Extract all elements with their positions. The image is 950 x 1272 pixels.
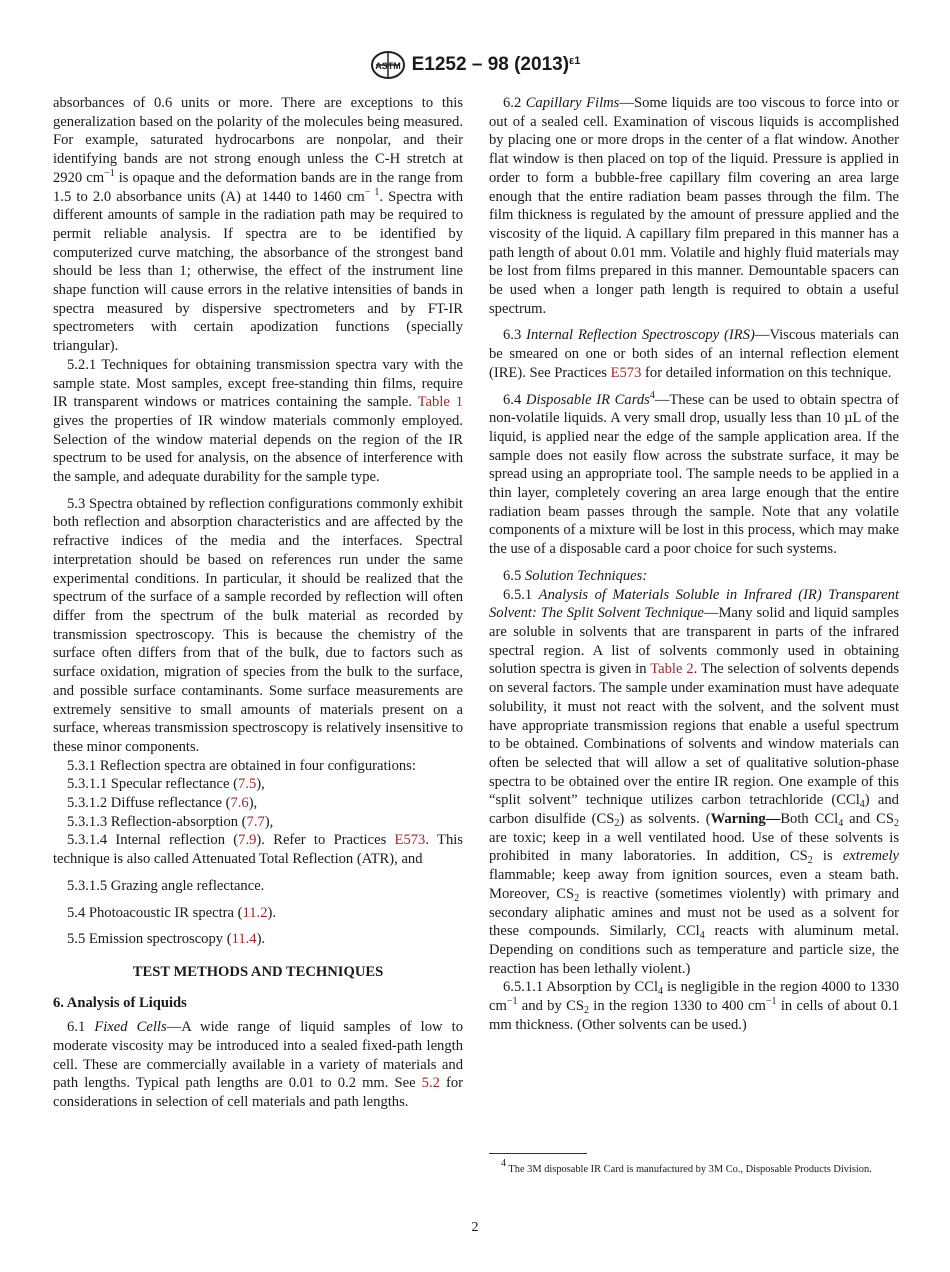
- link-e573[interactable]: E573: [610, 364, 642, 381]
- paragraph-6-1: 6.1 Fixed Cells—A wide range of liquid samples of low to moderate viscosity may be introduced into a sealed fixed-path length cell. These are commercially available in a variety of materials and path lengths. Typical path lengths are 0.01 to 0.2 mm. See 5.2 for considerations in selection of cell materials and path lengths.: [53, 1019, 464, 1111]
- paragraph-5-2-1: 5.2.1 Techniques for obtaining transmission spectra vary with the sample state. Most samples, except free-standing thin films, require IR transparent windows or matrices containing the sample. Table 1 gives the properties of IR window materials commonly employed. Selection of the window material depends on the region of the IR spectrum to be used for analysis, on the absence of interference with the sample, and adequate durability for the sample type.: [53, 356, 464, 486]
- paragraph-5-3-1-4: 5.3.1.4 Internal reflection (7.9). Refer to Practices E573. This technique is also called Attenuated Total Reflection (ATR), and: [53, 832, 463, 868]
- link-5-2[interactable]: 5.2: [421, 1075, 440, 1092]
- link-e573[interactable]: E573: [394, 832, 426, 849]
- link-table-1[interactable]: Table 1: [417, 394, 464, 411]
- link-table-2[interactable]: Table 2: [650, 661, 694, 678]
- heading-test-methods: TEST METHODS AND TECHNIQUES: [132, 963, 384, 980]
- paragraph-5-3-1-2: 5.3.1.2 Diffuse reflectance (7.6),: [67, 795, 258, 812]
- link-7-6[interactable]: 7.6: [230, 795, 249, 812]
- paragraph-5-3-1-5: 5.3.1.5 Grazing angle reflectance.: [67, 877, 265, 894]
- paragraph-5-2-continued: absorbances of 0.6 units or more. There are exceptions to this generalization based on the polarity of the molecules being measured. For example, saturated hydrocarbons are nonpolar, and their identifying bands are not strong enough unless the C-H stretch at 2920 $cm^{-1}$ is opaque and the deformation bands are in the range from 1.5 to 2.0 absorbance units (A) at 1440 to 1460 $cm^{- 1}$. Spectra with different amounts of sample in the radiation path may be required to permit reliable analysis. If spectra are to be identified by computerized curve matching, the absorbance of the strongest band should be less than 1; otherwise, the effect of the instrument line shape function will cause errors in the relative intensities of bands in spectra measured by dispersive spectrometers and by FT-IR spectrometers with certain apodization functions (specially triangular).: [53, 95, 464, 355]
- astm-logo-icon: [370, 50, 406, 80]
- paragraph-6-3: 6.3 Internal Reflection Spectroscopy (IRS)—Viscous materials can be smeared on one or both sides of an internal reflection element (IRE). See Practices E573 for detailed information on this technique.: [489, 327, 899, 381]
- footnote-4: $^4$ The 3M disposable IR Card is manufactured by 3M Co., Disposable Products Division.: [501, 1158, 872, 1175]
- paragraph-6-5: 6.5 Solution Techniques:: [503, 567, 648, 584]
- footnote-ref-4[interactable]: 4: [649, 389, 655, 401]
- link-7-9[interactable]: 7.9: [238, 832, 257, 849]
- paragraph-5-3-1-3: 5.3.1.3 Reflection-absorption (7.7),: [67, 813, 274, 830]
- right-column: [489, 94, 899, 1034]
- paragraph-5-3: 5.3 Spectra obtained by reflection configurations commonly exhibit both reflection and absorption characteristics and are affected by the refractive indices of the media and the interfaces. Spectral interpretation should be based on references run under the same experimental conditions. In particular, it should be realized that the spectrum of the surface of a sample recorded by reflection will often differ from the spectrum of the bulk material as recorded by transmission spectroscopy. This is because the chemistry of the surface often differs from that of the bulk, due to factors such as surface oxidation, migration of species from the bulk to the surface, and possible surface contaminants. Some surface measurements are extremely sensitive to small amounts of materials present on a surface, whereas transmission spectroscopy is relatively insensitive to these minor components.: [53, 495, 463, 755]
- paragraph-6-5-1-1: 6.5.1.1 Absorption by CCl$_4$ is negligible in the region 4000 to 1330 $cm^{-1}$ and by $CS_2$ in the region 1330 to 400 $cm^{-1}$ in cells of about 0.1 mm thickness. (Other solvents can be used.): [489, 979, 899, 1033]
- link-11-2[interactable]: 11.2: [242, 904, 268, 921]
- standard-designation: E1252 – 98 $(2013)^{\varepsilon 1}$: [411, 54, 581, 75]
- paragraph-5-4: 5.4 Photoacoustic IR spectra (11.2).: [67, 904, 277, 921]
- paragraph-5-5: 5.5 Emission spectroscopy (11.4).: [67, 931, 266, 948]
- page-header: [0, 50, 950, 85]
- heading-section-6: 6. Analysis of Liquids: [53, 994, 187, 1011]
- paragraph-6-5-1: 6.5.1 Analysis of Materials Soluble in Infrared (IR) Transparent Solvent: The Split Solvent Technique—Many solid and liquid samples are soluble in solvents that are transparent in parts of the infrared spectral region. A list of solvents commonly used in obtaining solution spectra is given in Table 2. The selection of solvents depends on several factors. The sample under examination must have adequate solubility, it must not react with the solvent, and the solvent must have appropriate transmission regions that enable a useful spectrum to be obtained. Combinations of solvents and window materials can often be selected that will allow a set of qualitative solution-phase spectra to be obtained over the entire IR region. One example of this “split solvent” technique utilizes carbon tetrachloride (CCl$_4$) and carbon disulfide $(CS_2)$ as solvents. (Warning—Both CCl$_4$ and $CS_2$ are toxic; keep in a well ventilated hood. Use of these solvents is prohibited in many laboratories. In addition, $CS_2$ is extremely flammable; keep away from ignition sources, even a steam bath. Moreover, $CS_2$ is reactive (sometimes violently) with primary and secondary aliphatic amines and must not be used as a solvent for these compounds. Similarly, CCl$_4$ reacts with aluminum metal. Depending on conditions such as temperature and particle size, the reaction has been lethally violent.): [489, 586, 900, 977]
- page-number: 2: [471, 1220, 479, 1235]
- paragraph-6-2: 6.2 Capillary Films—Some liquids are too viscous to force into or out of a sealed cell. Examination of viscous liquids is accomplished by placing one or more drops in the center of a flat window. Another flat window is then placed on top of the liquid. Pressure is applied in order to form a bubble-free capillary film covering an area large enough that the entire radiation beam passes through the film. The film thickness is regulated by the amount of pressure applied and the viscosity of the liquid. A capillary film prepared in this manner has a path length of about 0.01 mm. Volatile and highly fluid materials may be lost from films prepared in this manner. Demountable spacers can be used when a longer path length is required to obtain a useful spectrum.: [489, 95, 900, 317]
- footnote-divider: [489, 1153, 587, 1154]
- svg-text:ASTM: ASTM: [374, 61, 401, 71]
- link-7-7[interactable]: 7.7: [246, 813, 265, 830]
- paragraph-6-4: 6.4 Disposable IR Cards$^4$—These can be used to obtain spectra of non-volatile liquids. A very small drop, usually less than 10 µL of the liquid, is applied near the edge of the sample application area. If the sample does not easily flow across the substrate surface, it may be spread using an appropriate tool. The sample needs to be applied in a thin layer, completely covering an area large enough that the entire radiation beam passes through the sample. Note that any volatile components of a mixture will be lost in this process, which may make the use of a disposable card a poor choice for such systems.: [489, 389, 899, 558]
- link-7-5[interactable]: 7.5: [238, 776, 257, 793]
- paragraph-5-3-1-1: 5.3.1.1 Specular reflectance (7.5),: [67, 776, 265, 793]
- paragraph-5-3-1: 5.3.1 Reflection spectra are obtained in four configurations:: [67, 757, 416, 774]
- link-11-4[interactable]: 11.4: [231, 931, 257, 948]
- left-column: [53, 94, 463, 1112]
